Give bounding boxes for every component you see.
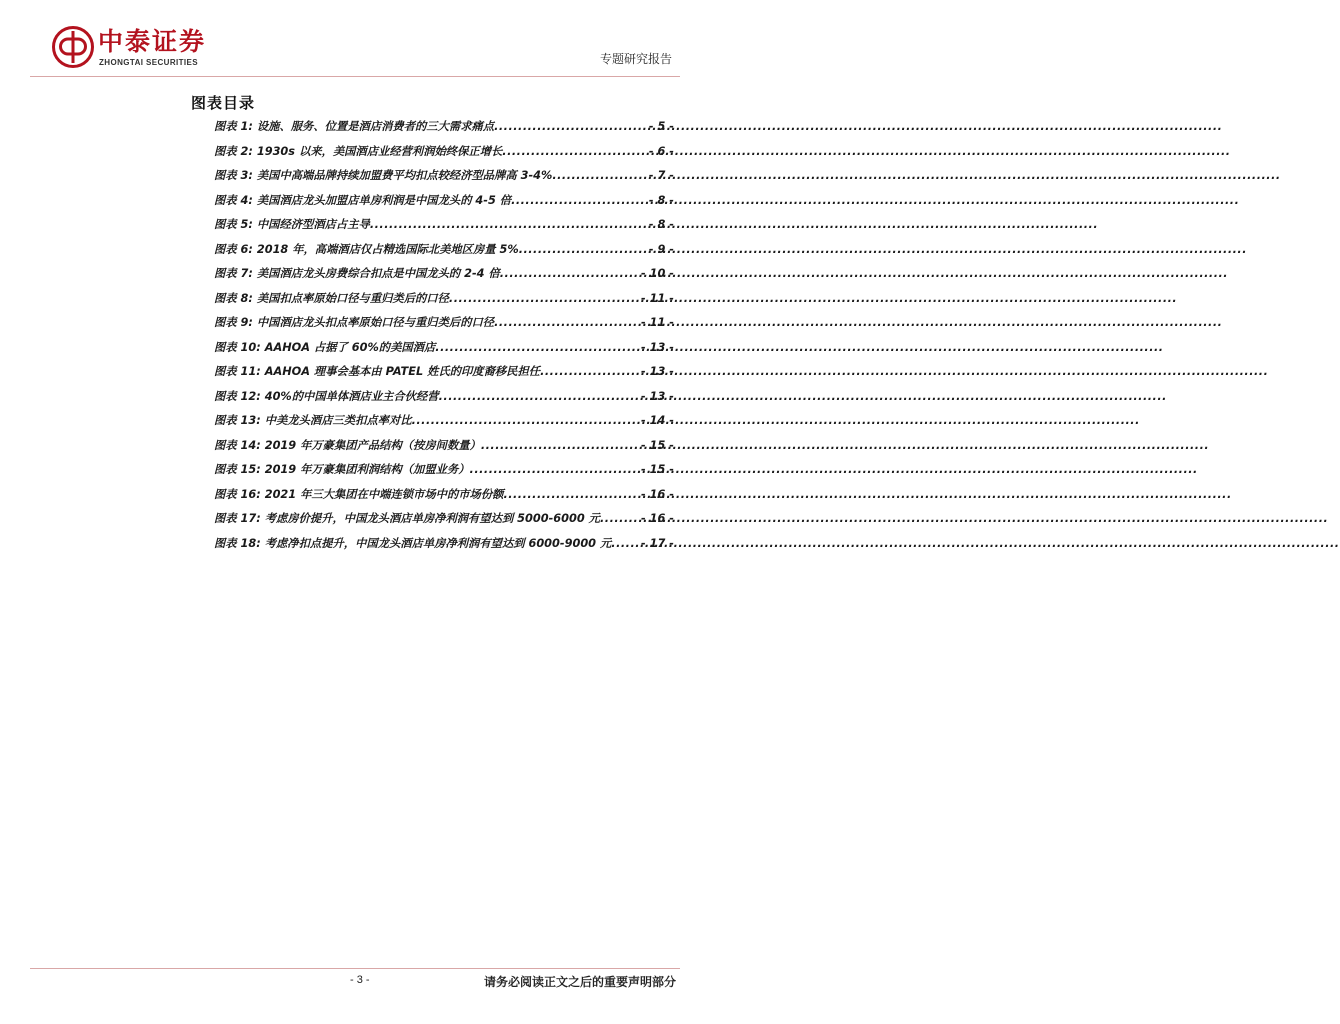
toc-entry-page: - 9 - [648,242,674,256]
toc-entry-label: 图表 11: [214,365,261,378]
toc-entry-label: 图表 8: [214,291,253,305]
toc-entry[interactable] [214,461,674,486]
toc-dot-leader [481,439,640,452]
toc-entry-text: 1930s 以来，美国酒店业经营利润始终保正增长 [256,144,503,158]
toc-entry-page: - 6 - [648,144,674,158]
toc-entry-label: 图表 1: [214,120,253,133]
zhongtai-logo-icon [52,26,94,68]
toc-entry-text: 2018 年，高端酒店仅占精选国际北美地区房量 5% [256,242,519,256]
toc-entry-text: 中国经济型酒店占主导 [256,218,370,231]
toc-entry[interactable] [214,510,674,535]
toc-entry[interactable] [214,290,674,315]
brand-name-cn: 中泰证券 [98,27,207,56]
toc-title: 图表目录 [191,94,256,112]
toc-entry-label: 图表 15: [214,463,261,476]
toc-dot-leader [540,365,640,378]
toc-entry-text: 2019 年万豪集团利润结构（加盟业务） [264,463,470,476]
toc-dot-leader [494,316,640,329]
toc-entry-page: - 13 - [641,340,674,354]
toc-entry[interactable] [214,216,674,241]
table-of-figures [214,118,674,559]
toc-entry-text: 设施、服务、位置是酒店消费者的三大需求痛点 [256,120,495,133]
toc-entry-label: 图表 7: [214,267,253,280]
toc-entry-page: - 15 - [641,463,674,476]
toc-entry-text: 美国酒店龙头房费综合扣点是中国龙头的 2-4 倍 [256,267,500,280]
toc-entry-label: 图表 3: [214,169,253,182]
toc-entry-label: 图表 14: [214,438,261,452]
toc-entry[interactable] [214,167,674,192]
toc-dot-leader [552,169,648,182]
page-header [0,0,724,80]
toc-entry-page: - 8 - [648,218,674,231]
toc-dot-leader [449,292,640,305]
header-divider [30,76,680,77]
toc-entry-text: AAHOA 理事会基本由 PATEL 姓氏的印度裔移民担任 [264,365,541,378]
toc-entry-page: - 10 - [641,267,674,280]
toc-entry-text: 美国酒店龙头加盟店单房利润是中国龙头的 4-5 倍 [256,193,512,207]
page-number: - 3 - [350,974,370,986]
toc-dot-leader [519,243,648,256]
toc-entry-page: - 8 - [648,193,674,207]
toc-entry-label: 图表 17: [214,512,261,525]
toc-entry-text: 2019 年万豪集团产品结构（按房间数量） [264,438,481,452]
toc-entry[interactable] [214,339,674,364]
toc-entry[interactable] [214,314,674,339]
toc-entry-text: 美国扣点率原始口径与重归类后的口径 [256,291,449,305]
toc-entry-page: - 13 - [641,365,674,378]
toc-dot-leader [370,218,648,231]
toc-dot-leader [502,145,648,158]
toc-entry-text: 美国中高端品牌持续加盟费平均扣点较经济型品牌高 3-4% [256,169,553,182]
toc-entry[interactable] [214,143,674,168]
toc-entry[interactable] [214,437,674,462]
toc-entry-label: 图表 5: [214,218,253,231]
toc-dot-leader [500,267,640,280]
toc-dot-leader [412,414,640,427]
toc-entry-text: 中美龙头酒店三类扣点率对比 [264,414,412,427]
toc-entry[interactable] [214,486,674,511]
toc-entry-label: 图表 2: [214,144,253,158]
toc-dot-leader [611,537,640,550]
toc-entry-text: 考虑房价提升，中国龙头酒店单房净利润有望达到 5000-6000 元 [264,512,600,525]
toc-entry-page: - 17 - [641,536,674,550]
toc-entry-label: 图表 9: [214,316,253,329]
toc-entry[interactable] [214,535,674,560]
toc-entry-text: 40%的中国单体酒店业主合伙经营 [264,389,439,403]
toc-entry[interactable] [214,388,674,413]
toc-entry-page: - 14 - [641,414,674,427]
toc-entry-label: 图表 13: [214,414,261,427]
toc-entry-label: 图表 6: [214,242,253,256]
toc-entry-label: 图表 18: [214,536,261,550]
toc-entry-page: - 15 - [641,438,674,452]
toc-dot-leader [503,488,640,501]
toc-entry-label: 图表 16: [214,487,261,501]
toc-entry[interactable] [214,363,674,388]
toc-entry[interactable] [214,241,674,266]
toc-entry[interactable] [214,192,674,217]
toc-entry-page: - 11 - [641,291,674,305]
toc-entry[interactable] [214,118,674,143]
toc-dot-leader [494,120,648,133]
toc-entry[interactable] [214,412,674,437]
toc-dot-leader [470,463,640,476]
toc-entry-page: - 16 - [641,487,674,501]
toc-dot-leader [439,390,640,403]
toc-entry-page: - 11 - [641,316,674,329]
brand-name-en: ZHONGTAI SECURITIES [99,58,199,67]
toc-entry-page: - 16 - [641,512,674,525]
toc-entry-page: - 5 - [648,120,674,133]
report-type-label: 专题研究报告 [599,52,672,66]
toc-dot-leader [511,194,648,207]
disclaimer-text: 请务必阅读正文之后的重要声明部分 [483,975,676,989]
toc-entry-text: 中国酒店龙头扣点率原始口径与重归类后的口径 [256,316,495,329]
toc-dot-leader [435,341,640,354]
footer-divider [30,968,680,969]
toc-entry-page: - 7 - [648,169,674,182]
toc-entry-page: - 13 - [641,389,674,403]
toc-entry-text: 2021 年三大集团在中端连锁市场中的市场份额 [264,487,504,501]
toc-entry-text: AAHOA 占据了 60%的美国酒店 [264,340,436,354]
toc-entry-label: 图表 12: [214,389,261,403]
toc-dot-leader [600,512,640,525]
toc-entry-label: 图表 4: [214,193,253,207]
toc-entry-text: 考虑净扣点提升，中国龙头酒店单房净利润有望达到 6000-9000 元 [264,536,612,550]
toc-entry[interactable] [214,265,674,290]
toc-entry-label: 图表 10: [214,340,261,354]
